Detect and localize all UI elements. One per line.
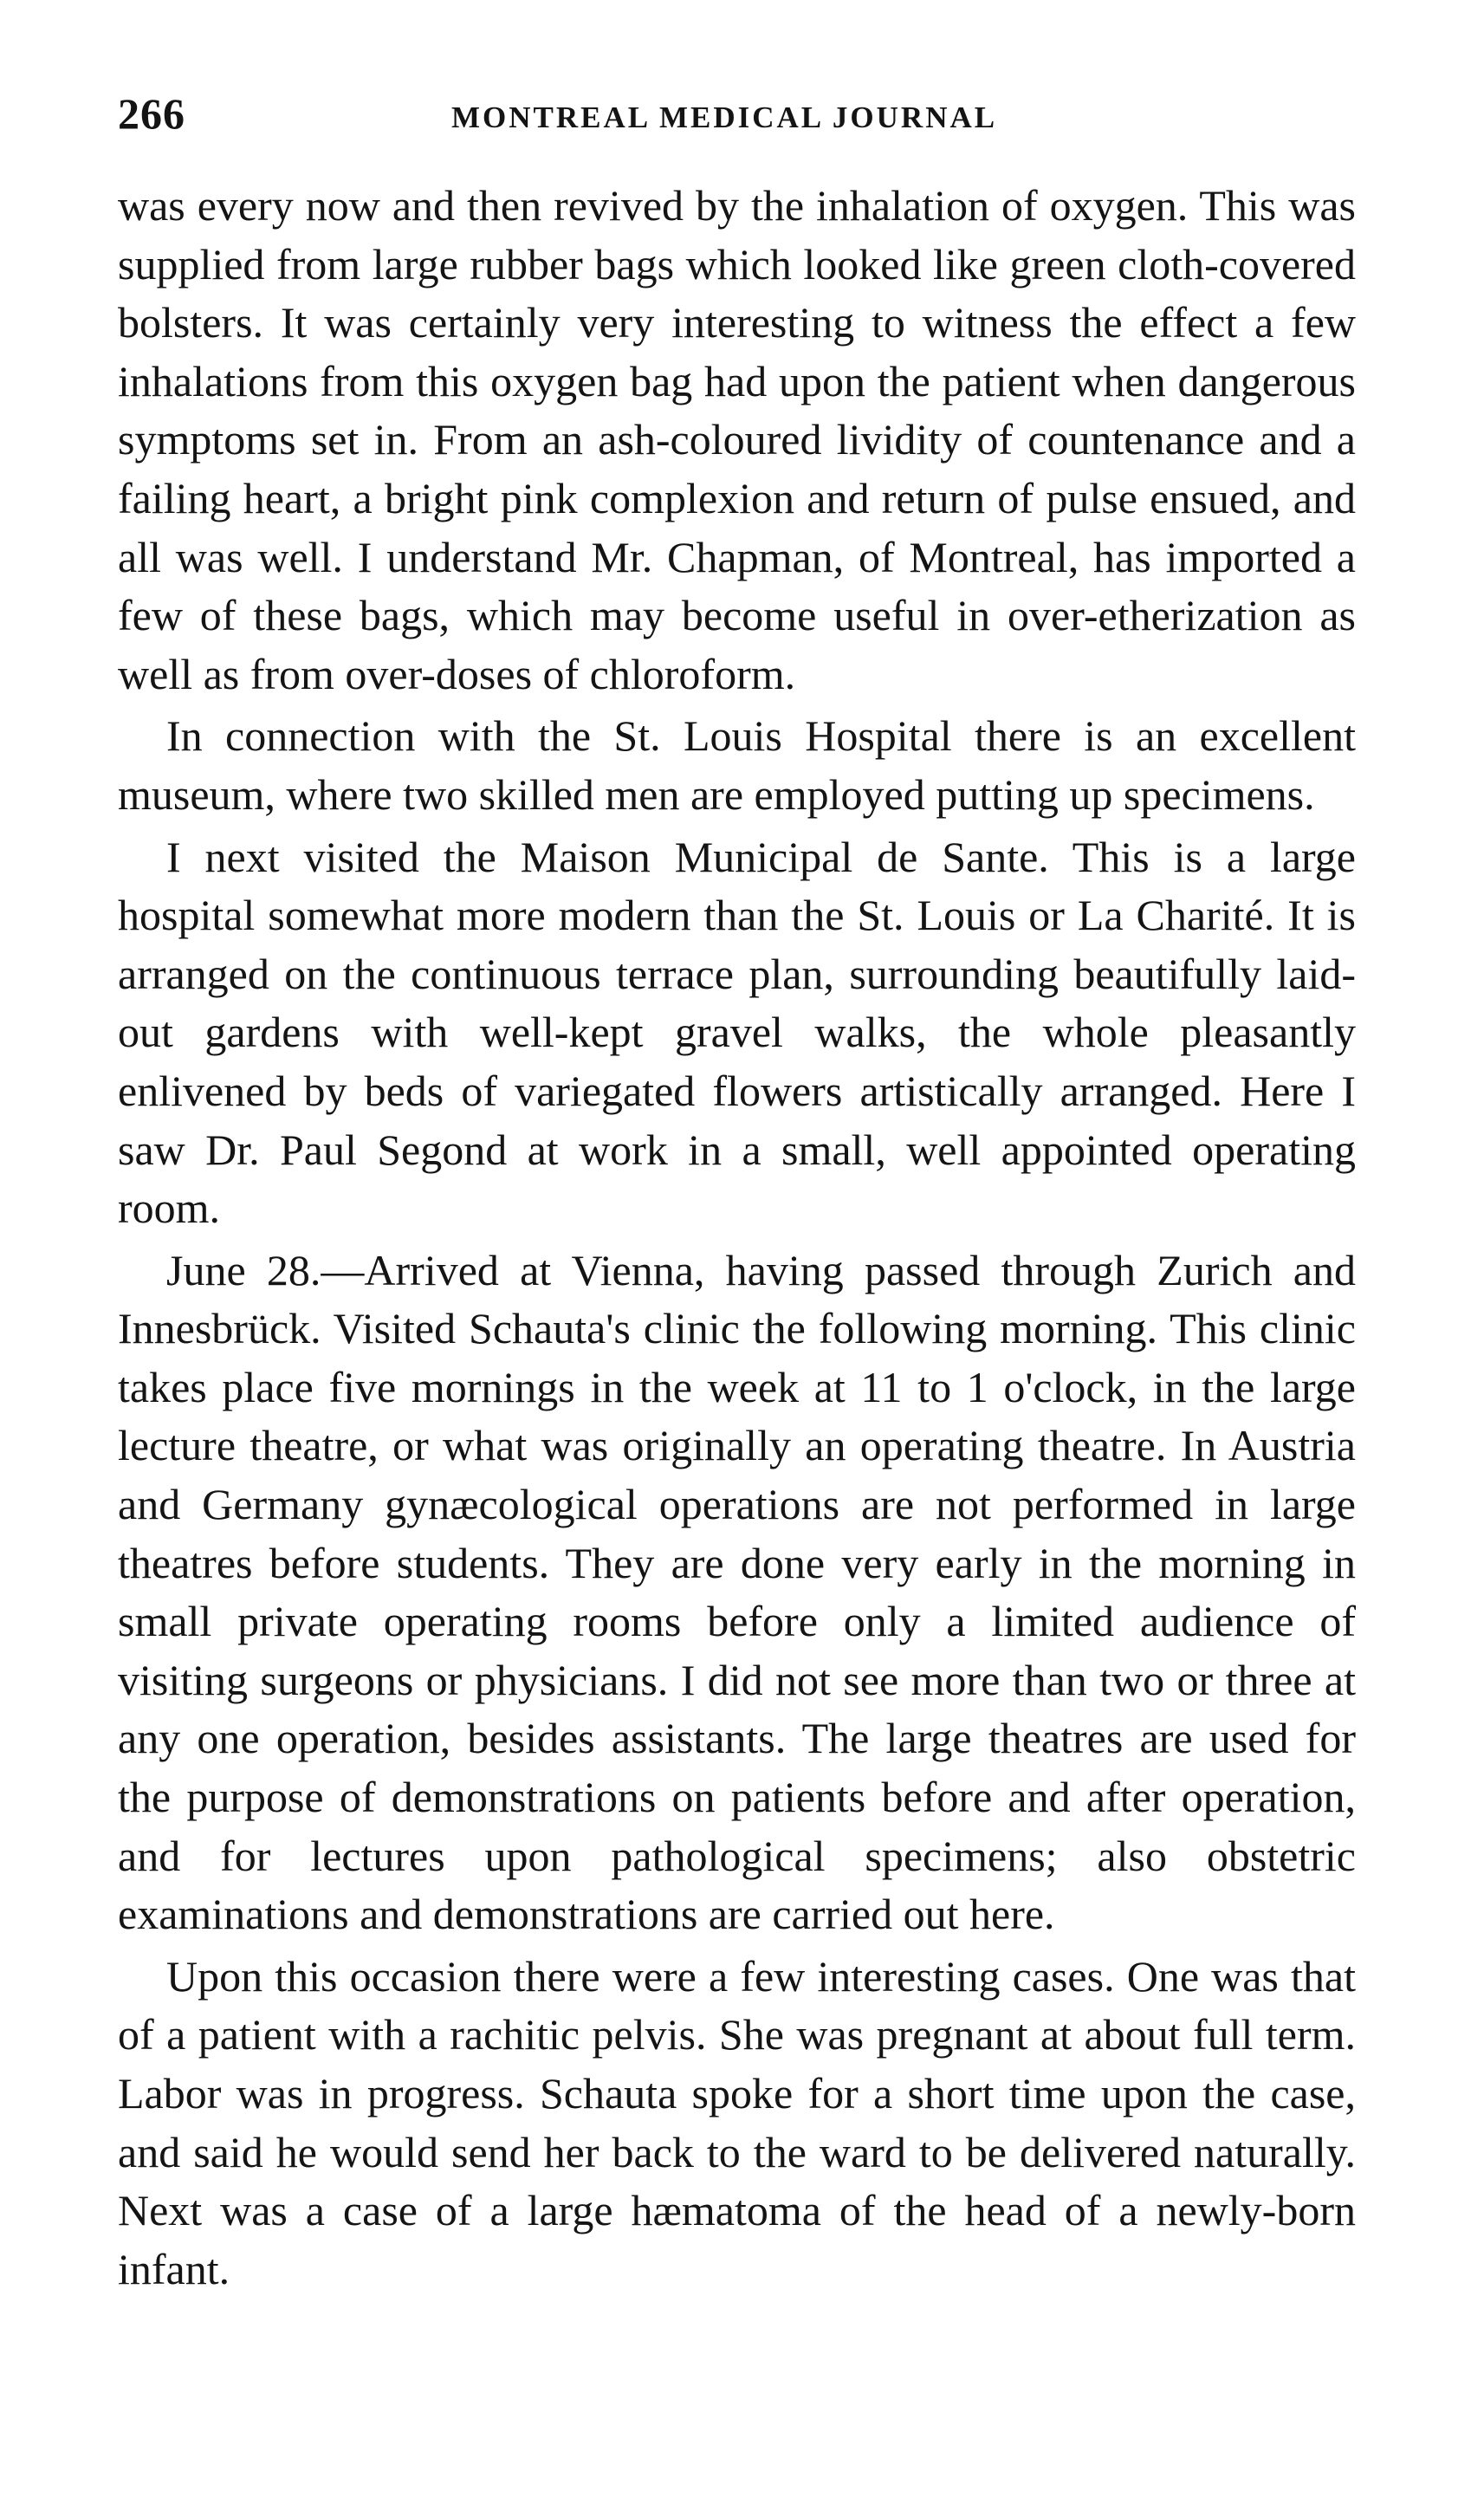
paragraph-st-louis-museum: In connection with the St. Louis Hospital there is an excellent museum, where two skilled men are employed putting up specimens. bbox=[118, 711, 1356, 819]
paragraph-oxygen-bags: was every now and then revived by the inhalation of oxygen. This was supplied from large rubber bags which looked like green cloth-covered bolsters. It was certainly very interesting to witness the effect a few inhalations from this oxygen bag had upon the patient when dangerous symptoms set in. From an ash-coloured lividity of countenance and a failing heart, a bright pink complexion and return of pulse ensued, and all was well. I understand Mr. Chapman, of Montreal, has imported a few of these bags, which may become useful in over-etherization as well as from over-doses of chloroform. bbox=[118, 181, 1356, 698]
article-body bbox=[118, 177, 1356, 2299]
journal-title: MONTREAL MEDICAL JOURNAL bbox=[451, 101, 998, 134]
page-number: 266 bbox=[118, 89, 185, 138]
paragraph-vienna-schauta-clinic: June 28.—Arrived at Vienna, having passed through Zurich and Innesbrück. Visited Schauta's clinic the following morning. This clinic takes place five mornings in the week at 11 to 1 o'clock, in the large lecture theatre, or what was originally an operating theatre. In Austria and Germany gynæcological operations are not performed in large theatres before students. They are done very early in the morning in small private operating rooms before only a limited audience of visiting surgeons or physicians. I did not see more than two or three at any one operation, besides assistants. The large theatres are used for the purpose of demonstrations on patients before and after operation, and for lectures upon pathological specimens; also obstetric examinations and demonstrations are carried out here. bbox=[118, 1245, 1356, 1939]
paragraph-maison-municipal: I next visited the Maison Municipal de Sante. This is a large hospital somewhat more modern than the St. Louis or La Charité. It is arranged on the continuous terrace plan, surrounding beautifully laid-out gardens with well-kept gravel walks, the whole pleasantly enlivened by beds of variegated flowers artistically arranged. Here I saw Dr. Paul Segond at work in a small, well appointed operating room. bbox=[118, 832, 1356, 1233]
running-head bbox=[118, 76, 1356, 144]
paragraph-interesting-cases: Upon this occasion there were a few interesting cases. One was that of a patient with a rachitic pelvis. She was pregnant at about full term. Labor was in progress. Schauta spoke for a short time upon the case, and said he would send her back to the ward to be delivered naturally. Next was a case of a large hæmatoma of the head of a newly-born infant. bbox=[118, 1951, 1356, 2293]
